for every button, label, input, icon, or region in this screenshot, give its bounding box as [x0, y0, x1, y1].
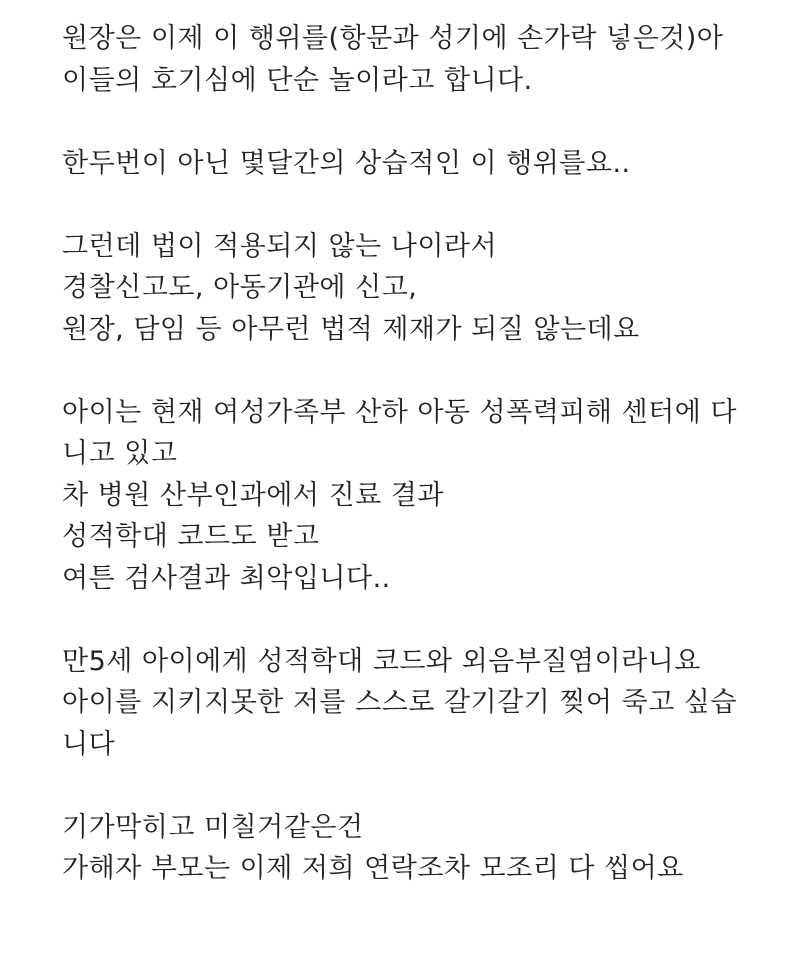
text-line: 원장, 담임 등 아무런 법적 제재가 되질 않는데요	[62, 313, 640, 345]
text-line: 이들의 호기심에 단순 놀이라고 합니다.	[62, 64, 533, 96]
paragraph	[62, 392, 762, 600]
paragraph	[62, 807, 762, 890]
text-line: 한두번이 아닌 몇달간의 상습적인 이 행위를요..	[62, 147, 631, 179]
text-line: 아이는 현재 여성가족부 산하 아동 성폭력피해 센터에 다	[62, 396, 737, 428]
text-line: 그런데 법이 적용되지 않는 나이라서	[62, 230, 498, 262]
paragraph	[62, 18, 762, 101]
text-line: 기가막히고 미칠거같은건	[62, 811, 364, 843]
text-line: 원장은 이제 이 행위를(항문과 성기에 손가락 넣은것)아	[62, 23, 724, 54]
text-line: 여튼 검사결과 최악입니다..	[62, 562, 391, 594]
text-line: 성적학대 코드도 받고	[62, 521, 320, 552]
text-line: 차 병원 산부인과에서 진료 결과	[62, 479, 444, 511]
paragraph	[62, 226, 762, 351]
text-line: 만5세 아이에게 성적학대 코드와 외음부질염이라니요	[62, 645, 701, 677]
text-line: 니다	[62, 728, 116, 760]
paragraph	[62, 143, 762, 185]
text-line: 니고 있고	[62, 438, 178, 469]
document-body	[62, 18, 762, 890]
paragraph	[62, 641, 762, 766]
text-line: 가해자 부모는 이제 저희 연락조차 모조리 다 씹어요	[62, 853, 684, 884]
text-line: 아이를 지키지못한 저를 스스로 갈기갈기 찢어 죽고 싶습	[62, 687, 737, 718]
text-line: 경찰신고도, 아동기관에 신고,	[62, 272, 418, 303]
